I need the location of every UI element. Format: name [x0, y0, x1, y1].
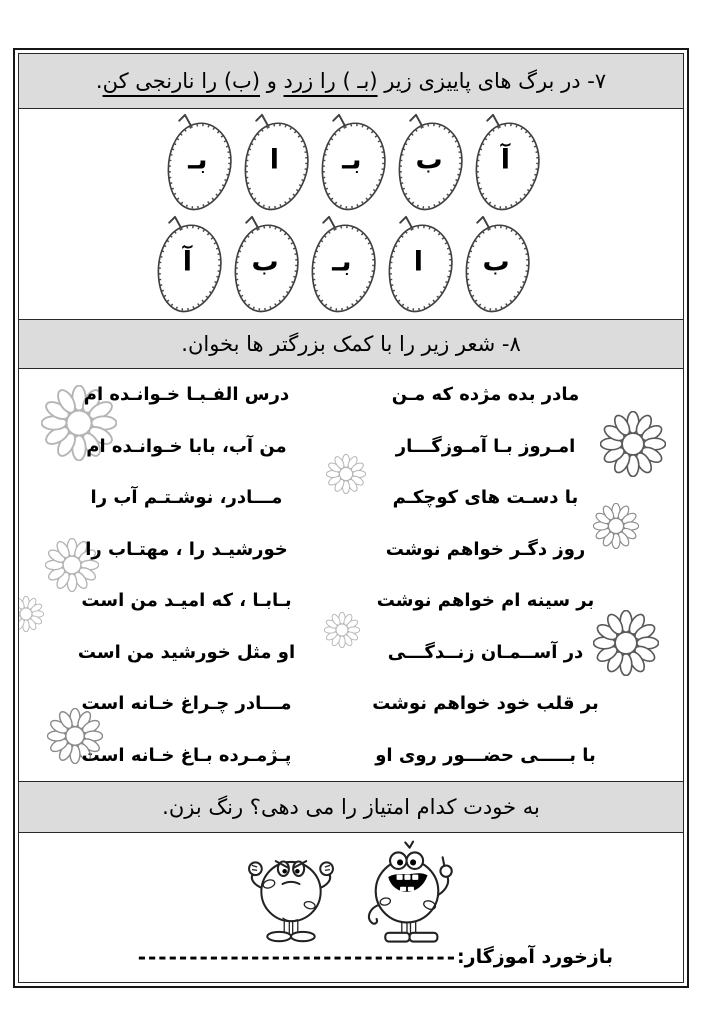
poem-hemistich-right: امـروز بـا آمـوزگـــار [395, 435, 576, 457]
self-score-header [19, 781, 683, 833]
leaves-row-2 [18, 214, 673, 316]
poem-hemistich-left: درس الفـبـا خـوانـده ام [83, 384, 290, 406]
leaf [312, 112, 391, 214]
leaf-letter: ا [413, 246, 424, 278]
poem-line [37, 575, 635, 627]
leaf [389, 112, 468, 214]
question-8-text: ۸- شعر زیر را با کمک بزرگتر ها بخوان. [181, 332, 521, 356]
score-characters [19, 839, 683, 945]
leaf-letter: ب [415, 144, 443, 176]
self-score-text: به خودت کدام امتیاز را می دهی؟ رنگ بزن. [162, 795, 540, 819]
poem-hemistich-right: بر سینه ام خواهم نوشت [376, 590, 595, 612]
teacher-feedback-label: بازخورد آموزگار: [457, 946, 613, 968]
leaf [158, 112, 237, 214]
leaf [379, 214, 458, 316]
poem-hemistich-left: پـژمـرده بـاغ خـانه است [81, 744, 292, 766]
poem-section [19, 369, 683, 781]
leaf [148, 214, 227, 316]
leaf-letter: ب [482, 246, 510, 278]
leaf-letter: آ [500, 144, 511, 176]
poem-hemistich-left: خورشیـد را ، مهتـاب را [85, 538, 288, 560]
poem-hemistich-right: با دسـت های کوچکـم [392, 487, 579, 509]
poem-hemistich-right: مادر بده مژده که مـن [391, 384, 580, 406]
leaf [466, 112, 545, 214]
poem-line [37, 421, 635, 473]
q7-underlined-orange: (ب) را نارنجی کن [102, 69, 261, 93]
leaves-row-1 [19, 112, 683, 214]
leaf-letter: بـ [332, 246, 352, 278]
bottom-section [19, 833, 683, 983]
q7-prefix: ۷- در برگ های پاییزی زیر [377, 69, 607, 93]
leaf-letter: ا [269, 144, 280, 176]
leaf [225, 214, 304, 316]
poem-line [37, 627, 635, 679]
leaf-letter: ب [251, 246, 279, 278]
poem-hemistich-left: مـــادر، نوشـتـم آب را [90, 487, 283, 509]
worksheet-inner-frame [18, 53, 684, 983]
poem-hemistich-right: با بـــــی حضـــور روی او [375, 744, 596, 766]
poem-line [37, 369, 635, 421]
leaf [235, 112, 314, 214]
leaf-letter: آ [182, 246, 193, 278]
q7-underlined-yellow: (بـ ) را زرد [283, 69, 378, 93]
q7-suffix: . [95, 69, 103, 93]
question-8-header [19, 319, 683, 369]
poem-line [37, 730, 635, 782]
feedback-dashed-line: ------------------------------- [137, 945, 458, 969]
question-7-header [19, 54, 683, 109]
poem-hemistich-left: بـابـا ، که امیـد من است [81, 590, 292, 612]
poem-hemistich-right: بر قلب خود خواهم نوشت [372, 693, 599, 715]
angry-earth-character-icon [243, 845, 339, 945]
worksheet-page [13, 48, 689, 988]
poem-line [37, 524, 635, 576]
poem-hemistich-right: روز دگـر خواهم نوشت [385, 538, 586, 560]
leaves-section [19, 109, 683, 319]
poem-line [37, 678, 635, 730]
poem-hemistich-left: مـــادر چـراغ خـانه است [81, 693, 292, 715]
happy-earth-character-icon [355, 839, 459, 945]
teacher-feedback-row [19, 945, 683, 983]
poem-line [37, 472, 635, 524]
leaf [302, 214, 381, 316]
leaf [456, 214, 535, 316]
leaf-letter: بـ [188, 144, 208, 176]
q7-middle: و [260, 69, 284, 93]
poem-hemistich-right: در آســمـان زنــدگـــی [387, 641, 584, 663]
poem-hemistich-left: او مثل خورشید من است [77, 641, 296, 663]
question-7-text [96, 69, 606, 93]
poem-hemistich-left: من آب، بابا خـوانـده ام [86, 435, 287, 457]
leaf-letter: بـ [342, 144, 362, 176]
